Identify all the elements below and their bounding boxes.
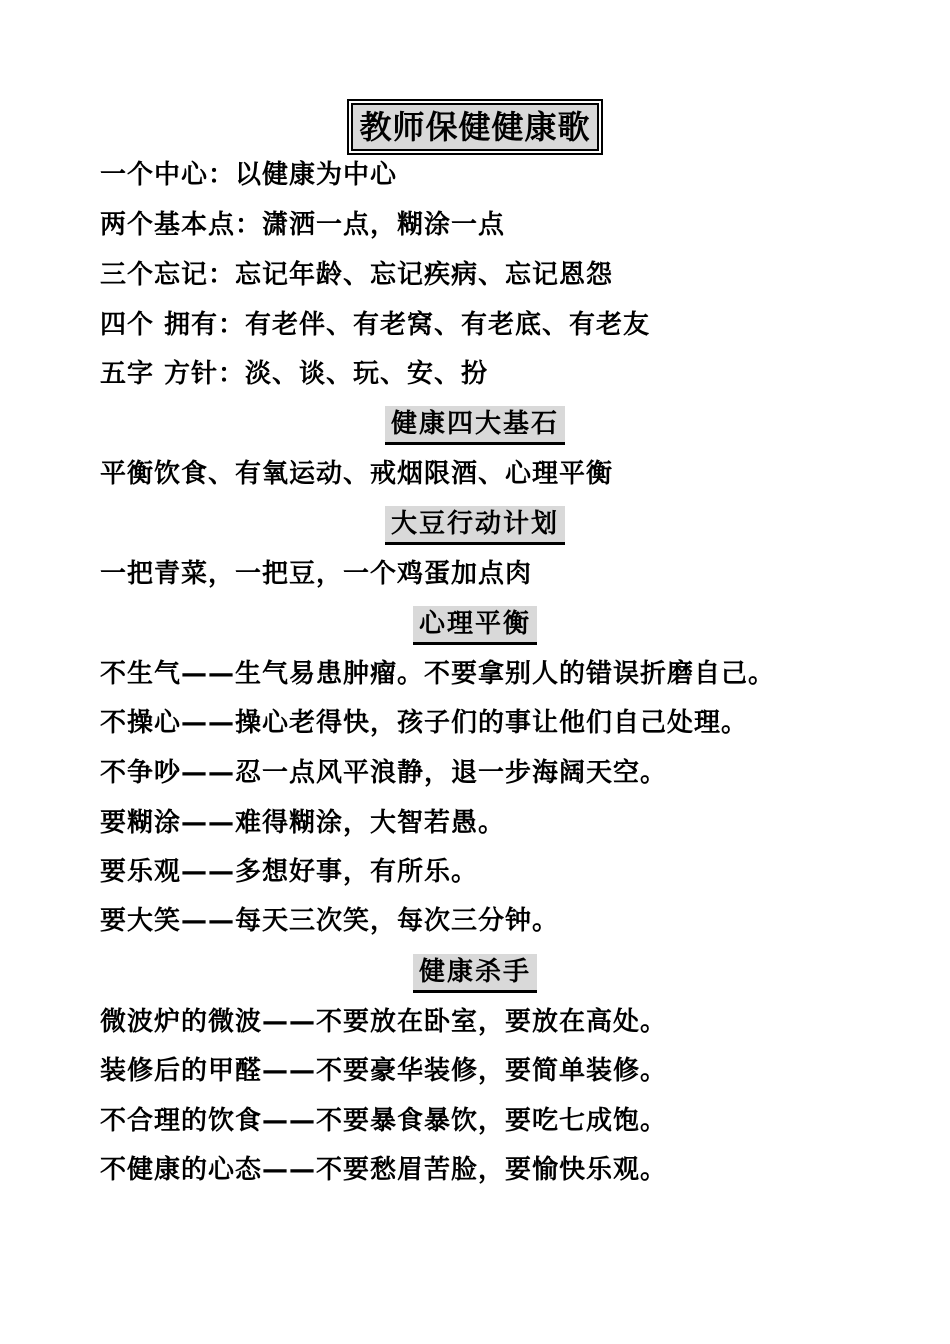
section-line: 装修后的甲醛——不要豪华装修，要简单装修。	[100, 1056, 668, 1086]
section-line: 要大笑——每天三次笑，每次三分钟。	[100, 906, 560, 936]
section-heading: 健康四大基石	[385, 406, 565, 445]
page-title: 教师保健健康歌	[351, 103, 598, 151]
section-line: 平衡饮食、有氧运动、戒烟限酒、心理平衡	[100, 459, 614, 489]
intro-line: 四个 拥有：有老伴、有老窝、有老底、有老友	[100, 310, 651, 340]
section-line: 不健康的心态——不要愁眉苦脸，要愉快乐观。	[100, 1155, 668, 1185]
intro-line: 三个忘记：忘记年龄、忘记疾病、忘记恩怨	[100, 260, 614, 290]
intro-line: 两个基本点：潇洒一点，糊涂一点	[100, 210, 506, 240]
section-line: 不生气——生气易患肿瘤。不要拿别人的错误折磨自己。	[100, 659, 776, 689]
intro-line: 五字 方针：淡、谈、玩、安、扮	[100, 359, 489, 389]
section-heading: 健康杀手	[413, 954, 537, 993]
title-wrap	[0, 103, 950, 151]
section-line: 微波炉的微波——不要放在卧室，要放在高处。	[100, 1007, 668, 1037]
section-heading-wrap	[0, 606, 950, 645]
section-line: 不争吵——忍一点风平浪静，退一步海阔天空。	[100, 758, 668, 788]
section-heading-wrap	[0, 954, 950, 993]
section-line: 不操心——操心老得快，孩子们的事让他们自己处理。	[100, 708, 749, 738]
section-line: 要糊涂——难得糊涂，大智若愚。	[100, 808, 506, 838]
intro-line: 一个中心：以健康为中心	[100, 160, 398, 190]
section-heading-wrap	[0, 506, 950, 545]
section-heading-wrap	[0, 406, 950, 445]
section-heading: 心理平衡	[413, 606, 537, 645]
section-line: 不合理的饮食——不要暴食暴饮，要吃七成饱。	[100, 1106, 668, 1136]
section-line: 一把青菜，一把豆，一个鸡蛋加点肉	[100, 559, 533, 589]
section-line: 要乐观——多想好事，有所乐。	[100, 857, 479, 887]
section-heading: 大豆行动计划	[385, 506, 565, 545]
